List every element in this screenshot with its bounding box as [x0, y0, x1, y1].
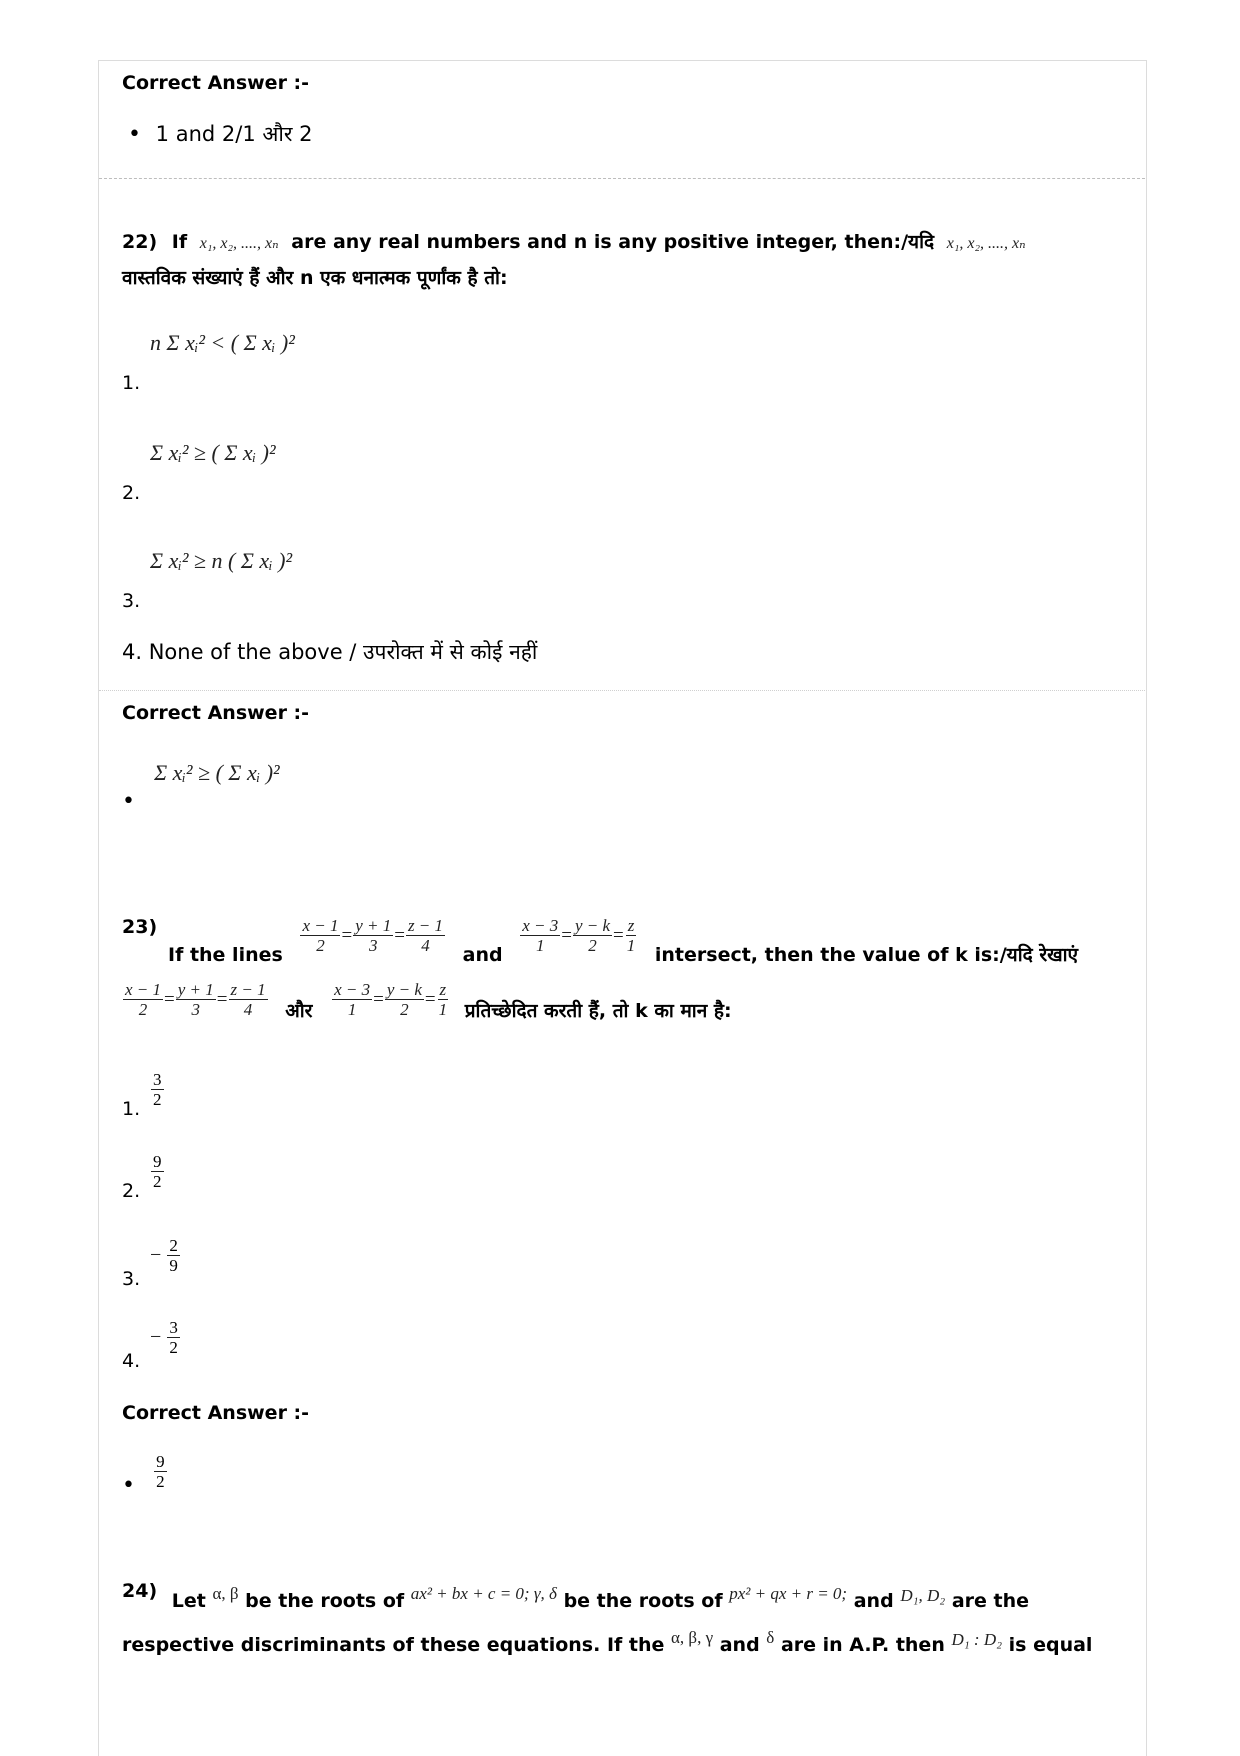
math-vars: x₁, x₂, ...., xₙ: [199, 235, 279, 252]
answer-item: [122, 1452, 168, 1498]
question-24-stem: 24) Let α, β be the roots of ax² + bx + c = 0; γ, δ be the roots of px² + qx + r = 0; and D₁, D₂ are the: [122, 1580, 1029, 1612]
answer-divider: [99, 690, 1145, 691]
answer-item: [122, 760, 280, 814]
bullet: •: [128, 122, 141, 147]
option-number: 2.: [122, 1180, 141, 1202]
option-number: 4.: [122, 1350, 141, 1372]
option-number: 3.: [122, 590, 141, 612]
question-24-stem-line2: respective discriminants of these equations. If the α, β, γ and δ are in A.P. then D₁ : D₂ is equal: [122, 1628, 1093, 1656]
option-number: 1.: [122, 372, 141, 394]
question-22-stem: 22) If x₁, x₂, ...., xₙ are any real numbers and n is any positive integer, then:/यदि x₁, x₂, ...., xₙ: [122, 231, 1026, 253]
option-2-fraction: $\frac{9}{2}$: [153, 1152, 162, 1191]
option-number: 1.: [122, 1098, 141, 1120]
math-vars: x₁, x₂, ...., xₙ: [946, 235, 1026, 252]
question-number: 23): [122, 916, 158, 938]
option-number: 3.: [122, 1268, 141, 1290]
option-4: 4. None of the above / उपरोक्त में से कोई नहीं: [122, 640, 538, 664]
correct-answer-label: Correct Answer :-: [122, 72, 310, 94]
bullet: •: [122, 1473, 135, 1498]
option-2-math: Σ xᵢ² ≥ ( Σ xᵢ )²: [150, 440, 276, 465]
line-1-equation: $\frac{x - 1}{2}$ = $\frac{y + 1}{3}$ = $\frac{z - 1}{4}$: [302, 916, 444, 955]
question-23-stem-line2: $\frac{x - 1}{2}$ = $\frac{y + 1}{3}$ = $\frac{z - 1}{4}$ और $\frac{x - 3}{1}$ = $\frac{y - k}{2}$ = $\frac{z}{1}$ प्रतिच्छेदित करती हैं, तो k का मान है:: [122, 980, 732, 1019]
option-1-fraction: $\frac{3}{2}$: [153, 1070, 162, 1109]
question-number: 24): [122, 1580, 158, 1602]
answer-fraction: $\frac{9}{2}$: [156, 1452, 165, 1491]
page-frame: [98, 60, 1147, 1756]
option-3-math: Σ xᵢ² ≥ n ( Σ xᵢ )²: [150, 548, 293, 573]
question-divider: [99, 178, 1145, 179]
question-23-stem: If the lines $\frac{x - 1}{2}$ = $\frac{y + 1}{3}$ = $\frac{z - 1}{4}$ and $\frac{x - 3}{1}$ = $\frac{y - k}{2}$ = $\frac{z}{1}$ intersect, then the value of k is:/यदि रेखाएं: [168, 916, 1079, 966]
line-2-equation: $\frac{x - 3}{1}$ = $\frac{y - k}{2}$ = $\frac{z}{1}$: [522, 916, 636, 955]
correct-answer-label: Correct Answer :-: [122, 1402, 310, 1424]
line-1-equation: $\frac{x - 1}{2}$ = $\frac{y + 1}{3}$ = $\frac{z - 1}{4}$: [125, 980, 266, 1019]
option-4-fraction: − $\frac{3}{2}$: [150, 1318, 178, 1357]
bullet: •: [122, 789, 135, 814]
option-number: 2.: [122, 482, 141, 504]
question-22-stem-line2: वास्तविक संख्याएं हैं और n एक धनात्मक पूर्णांक है तो:: [122, 267, 508, 289]
option-3-fraction: − $\frac{2}{9}$: [150, 1236, 178, 1275]
answer-item: [128, 120, 312, 148]
question-number: 22): [122, 231, 158, 253]
answer-math: Σ xᵢ² ≥ ( Σ xᵢ )²: [154, 760, 280, 785]
option-1-math: n Σ xᵢ² < ( Σ xᵢ )²: [150, 330, 295, 355]
correct-answer-label: Correct Answer :-: [122, 702, 310, 724]
line-2-equation: $\frac{x - 3}{1}$ = $\frac{y - k}{2}$ = $\frac{z}{1}$: [334, 980, 448, 1019]
answer-text: 1 and 2/1 और 2: [155, 122, 313, 146]
